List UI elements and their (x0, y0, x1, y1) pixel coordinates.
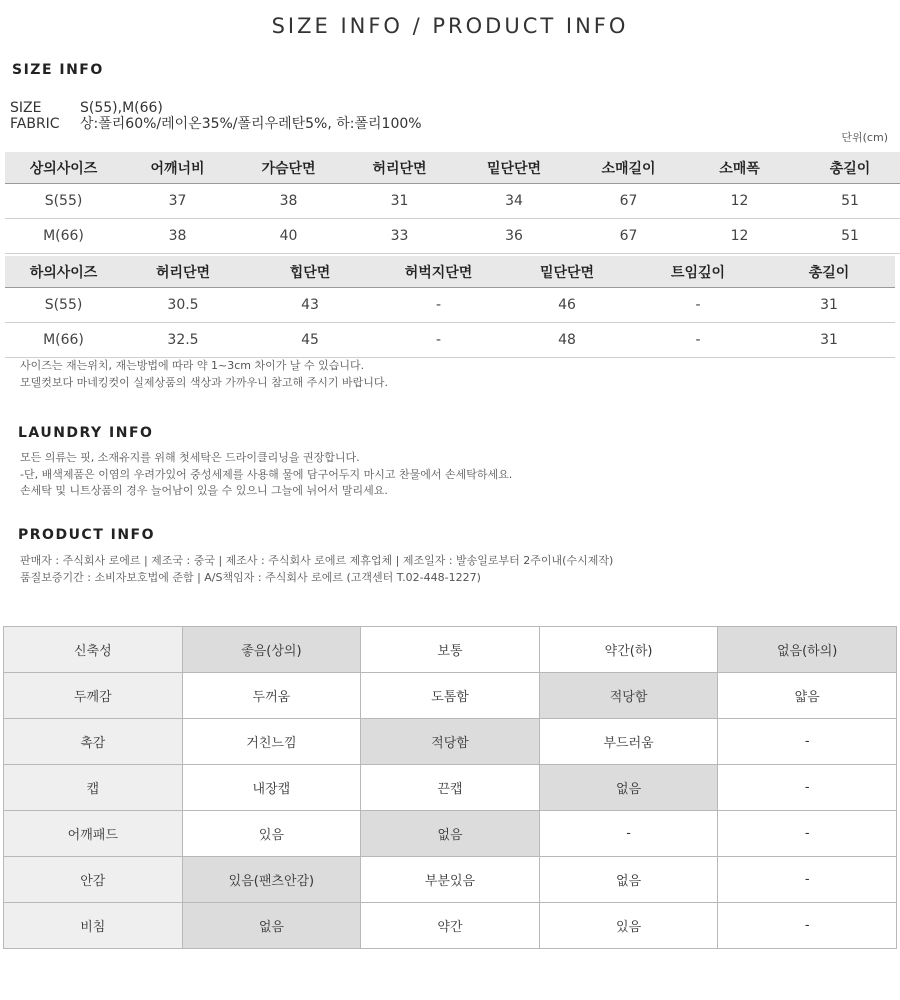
attribute-value: 거친느낌 (182, 719, 361, 765)
table-cell: - (376, 323, 501, 358)
table-cell: M(66) (5, 323, 122, 358)
table-row (5, 219, 900, 254)
attribute-row (4, 903, 897, 949)
size-label: SIZE (10, 100, 42, 116)
attribute-value: - (718, 903, 897, 949)
attribute-value: 적당함 (539, 673, 718, 719)
table-cell: 12 (684, 184, 795, 219)
table-cell: 12 (684, 219, 795, 254)
table-cell: 46 (501, 288, 633, 323)
table-cell: 43 (244, 288, 376, 323)
table-cell: 51 (795, 184, 900, 219)
attribute-value: - (718, 857, 897, 903)
attribute-value: 얇음 (718, 673, 897, 719)
table-header: 어깨너비 (122, 152, 233, 184)
table-cell: 30.5 (122, 288, 244, 323)
attribute-label: 촉감 (4, 719, 183, 765)
table-cell: 36 (455, 219, 573, 254)
table-cell: 40 (233, 219, 344, 254)
top-size-table (5, 152, 900, 254)
attribute-label: 어깨패드 (4, 811, 183, 857)
table-cell: S(55) (5, 184, 122, 219)
table-cell: 67 (573, 184, 684, 219)
table-cell: 31 (763, 288, 895, 323)
product-notes (20, 553, 613, 586)
laundry-info-heading: LAUNDRY INFO (18, 425, 154, 441)
fabric-label: FABRIC (10, 116, 60, 132)
attribute-value: 보통 (361, 627, 540, 673)
table-cell: - (633, 323, 763, 358)
attribute-table (3, 626, 897, 949)
page-title: SIZE INFO / PRODUCT INFO (271, 14, 629, 38)
table-cell: 34 (455, 184, 573, 219)
attribute-value: - (718, 811, 897, 857)
table-header: 소매폭 (684, 152, 795, 184)
attribute-value: 부분있음 (361, 857, 540, 903)
attribute-label: 비침 (4, 903, 183, 949)
laundry-line: 모든 의류는 핏, 소재유지를 위해 첫세탁은 드라이클리닝을 권장합니다. (20, 451, 360, 464)
table-header: 허리단면 (344, 152, 455, 184)
table-row (5, 288, 895, 323)
table-header: 총길이 (763, 256, 895, 288)
attribute-label: 캡 (4, 765, 183, 811)
table-cell: 33 (344, 219, 455, 254)
attribute-value: 있음(팬츠안감) (182, 857, 361, 903)
attribute-value: 없음 (182, 903, 361, 949)
bottom-size-header-row (5, 256, 895, 288)
unit-label: 단위(cm) (841, 131, 888, 144)
attribute-label: 신축성 (4, 627, 183, 673)
attribute-value: 두꺼움 (182, 673, 361, 719)
table-header: 밑단단면 (501, 256, 633, 288)
laundry-line: -단, 배색제품은 이염의 우려가있어 중성세제를 사용해 물에 담구어두지 마시고 찬물에서 손세탁하세요. (20, 467, 513, 481)
table-cell: 32.5 (122, 323, 244, 358)
table-cell: M(66) (5, 219, 122, 254)
attribute-value: 도톰함 (361, 673, 540, 719)
table-header: 힙단면 (244, 256, 376, 288)
table-header: 하의사이즈 (5, 256, 122, 288)
product-info-heading: PRODUCT INFO (18, 527, 156, 543)
table-cell: 38 (122, 219, 233, 254)
table-header: 허리단면 (122, 256, 244, 288)
fabric-row (10, 116, 422, 132)
attribute-label: 두께감 (4, 673, 183, 719)
attribute-value: 끈캡 (361, 765, 540, 811)
attribute-value: 없음 (539, 765, 718, 811)
table-cell: - (633, 288, 763, 323)
attribute-value: 있음 (539, 903, 718, 949)
attribute-value: 좋음(상의) (182, 627, 361, 673)
attribute-row (4, 673, 897, 719)
table-cell: 31 (763, 323, 895, 358)
table-row (5, 184, 900, 219)
table-cell: 67 (573, 219, 684, 254)
size-info-heading: SIZE INFO (12, 62, 104, 78)
size-notes (20, 358, 388, 391)
table-cell: 37 (122, 184, 233, 219)
top-size-header-row (5, 152, 900, 184)
table-header: 상의사이즈 (5, 152, 122, 184)
size-row (10, 100, 163, 116)
table-cell: S(55) (5, 288, 122, 323)
attribute-value: 있음 (182, 811, 361, 857)
size-value: S(55),M(66) (80, 100, 163, 116)
attribute-value: 부드러움 (539, 719, 718, 765)
attribute-value: 없음 (539, 857, 718, 903)
note-line: 모델컷보다 마네킹컷이 실제상품의 색상과 가까우니 참고해 주시기 바랍니다. (20, 375, 389, 389)
table-cell: 45 (244, 323, 376, 358)
table-header: 가슴단면 (233, 152, 344, 184)
attribute-value: 약간(하) (539, 627, 718, 673)
attribute-row (4, 765, 897, 811)
table-header: 총길이 (795, 152, 900, 184)
note-line: 사이즈는 재는위치, 재는방법에 따라 약 1~3cm 차이가 날 수 있습니다. (20, 359, 365, 372)
bottom-size-table (5, 256, 895, 358)
fabric-value: 상:폴리60%/레이온35%/폴리우레탄5%, 하:폴리100% (80, 116, 422, 132)
attribute-row (4, 719, 897, 765)
attribute-value: - (718, 765, 897, 811)
attribute-value: 없음(하의) (718, 627, 897, 673)
attribute-value: 없음 (361, 811, 540, 857)
table-header: 소매길이 (573, 152, 684, 184)
attribute-row (4, 811, 897, 857)
product-line: 품질보증기간 : 소비자보호법에 준함 | A/S책임자 : 주식회사 로에르 (고객센터 T.02-448-1227) (20, 570, 481, 584)
product-line: 판매자 : 주식회사 로에르 | 제조국 : 중국 | 제조사 : 주식회사 로에르 제휴업체 | 제조일자 : 발송일로부터 2주이내(수시제작) (20, 554, 614, 567)
laundry-line: 손세탁 및 니트상품의 경우 늘어남이 있을 수 있으니 그늘에 뉘어서 말리세요. (20, 484, 388, 497)
table-cell: 48 (501, 323, 633, 358)
laundry-notes (20, 450, 512, 500)
attribute-value: - (539, 811, 718, 857)
table-cell: 31 (344, 184, 455, 219)
table-header: 트임깊이 (633, 256, 763, 288)
attribute-value: 약간 (361, 903, 540, 949)
table-header: 허벅지단면 (376, 256, 501, 288)
attribute-row (4, 857, 897, 903)
attribute-row (4, 627, 897, 673)
table-cell: 38 (233, 184, 344, 219)
attribute-value: 적당함 (361, 719, 540, 765)
table-cell: 51 (795, 219, 900, 254)
table-row (5, 323, 895, 358)
attribute-value: 내장캡 (182, 765, 361, 811)
table-header: 밑단단면 (455, 152, 573, 184)
table-cell: - (376, 288, 501, 323)
attribute-label: 안감 (4, 857, 183, 903)
attribute-value: - (718, 719, 897, 765)
